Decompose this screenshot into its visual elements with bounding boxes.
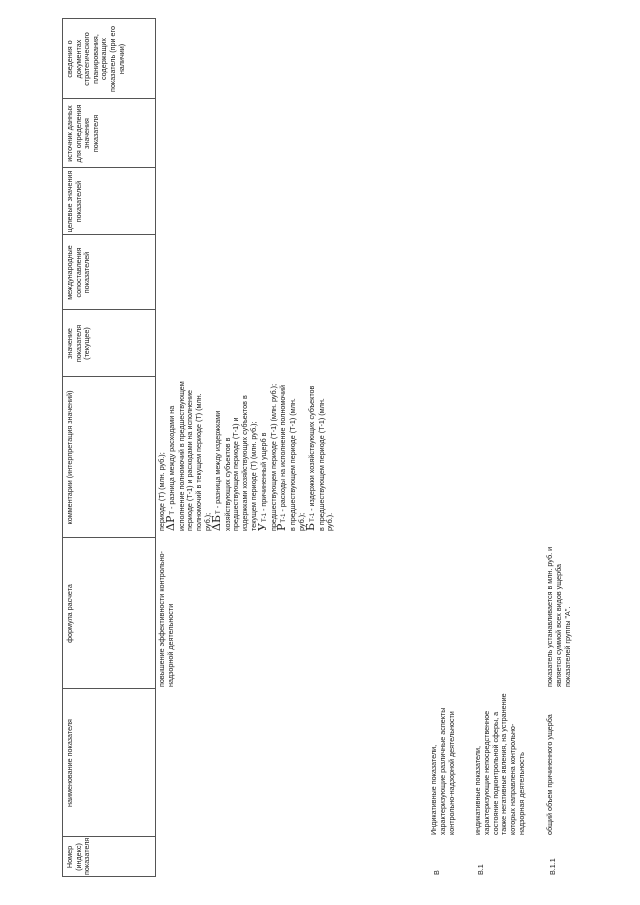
comment-term	[163, 381, 213, 531]
comment-intro: периоде (Т) (млн. руб.);	[157, 452, 166, 531]
row-name: Индикативные показатели, характеризующие различные аспекты контрольно-надзорной деятельности	[429, 707, 456, 835]
column-divider	[62, 376, 156, 377]
term-description: - причиненный ущерб в предшествующем периоде (Т-1) (млн. руб.);	[258, 383, 278, 531]
term-symbol: У	[255, 523, 269, 531]
term-description: - разница между издержками хозяйствующих субъектов в предшествующем периоде (Т-1) и издержками хозяйствующих субъектов в текущем периоде (Т) (млн. руб.);	[212, 395, 258, 531]
term-symbol: ΔБ	[209, 514, 223, 531]
header-international: международные сопоставления показателей	[65, 245, 92, 300]
comment-term	[275, 381, 306, 531]
column-divider	[62, 98, 156, 99]
row-formula: показатель устанавливается в млн. руб. и является суммой всех видов ущерба показателей группы "А".	[545, 546, 572, 687]
header-index: Номер (индекс) показателя	[65, 837, 92, 875]
table-border-header-bottom	[155, 19, 156, 877]
header-comment: комментарии (интерпретация значений)	[65, 390, 74, 525]
table-border-top	[62, 19, 63, 877]
comment-term	[209, 381, 259, 531]
header-name: наименование показателя	[65, 719, 74, 807]
comment-cell	[158, 381, 335, 531]
header-data-source: источник данных для определения значения показателя	[65, 104, 100, 163]
comment-term	[255, 381, 279, 531]
term-subscript: Т-1	[281, 513, 288, 523]
row-name: общий объем причиненного ущерба	[545, 714, 554, 835]
comment-term	[303, 381, 335, 531]
column-divider	[62, 688, 156, 689]
column-divider	[62, 167, 156, 168]
row-index: В.1	[476, 864, 485, 875]
term-symbol: ΔР	[163, 515, 177, 531]
column-divider	[62, 836, 156, 837]
header-formula: формула расчета	[65, 584, 74, 643]
term-description: - расходы на исполнение полномочий в предшествующем периоде (Т-1) (млн. руб.);	[278, 385, 306, 531]
term-description: - разница между расходами на исполнение полномочий в предшествующем периоде (Т-1) и расходами на исполнение полномочий в текущем периоде (Т) (млн. руб.);	[166, 381, 212, 531]
term-subscript: Т-1	[309, 512, 316, 522]
row-name: индикативные показатели, характеризующие непосредственное состояние подконтрольной сферы, а также негативные явления, на устранение которых направлена контрольно-надзорная деятельность	[473, 693, 526, 835]
column-divider	[62, 309, 156, 310]
term-description: - издержки хозяйствующих субъектов в предшествующем периоде (Т-1) (млн. руб.).	[306, 385, 335, 531]
term-symbol: Р	[275, 523, 289, 531]
term-symbol: Б	[303, 522, 317, 531]
row-index: В	[432, 870, 441, 875]
column-divider	[62, 876, 156, 877]
term-subscript: Т	[215, 510, 222, 514]
column-divider	[62, 537, 156, 538]
header-strategic-docs: сведения о документах стратегического планирования, содержащих показатель (при его наличии)	[65, 26, 126, 92]
header-current-value: значение показателя (текущее)	[65, 324, 92, 363]
row-index: В.1.1	[548, 858, 557, 875]
term-subscript: Т-1	[261, 513, 268, 523]
column-divider	[62, 234, 156, 235]
term-subscript: Т	[169, 510, 176, 515]
formula-cell-text: повышение эффективности контрольно-надзорной деятельности	[157, 551, 175, 687]
column-divider	[62, 18, 156, 19]
header-target-values: целевые значения показателей	[65, 170, 83, 233]
